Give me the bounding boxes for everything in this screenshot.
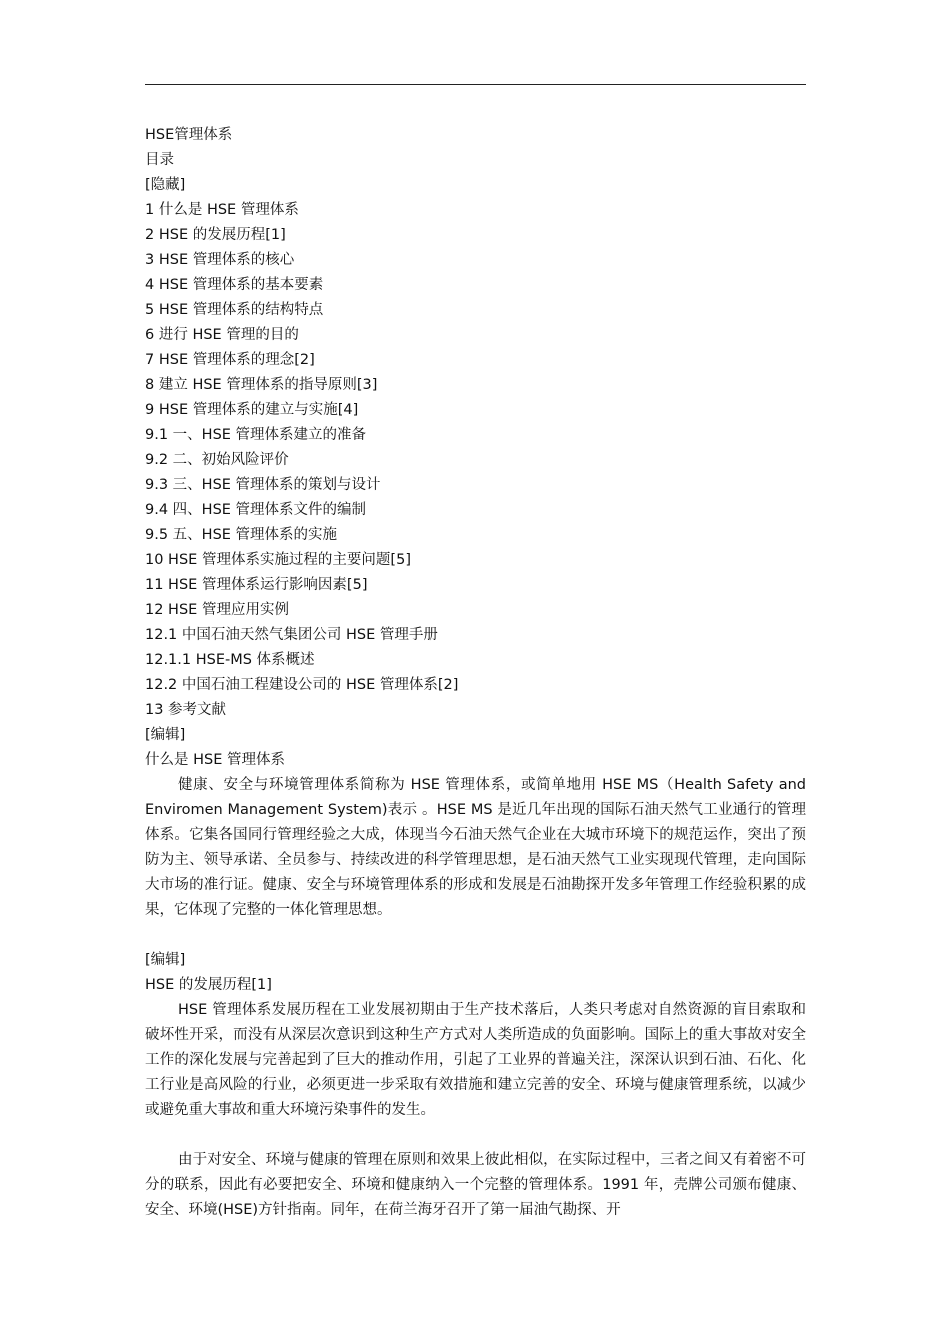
section-heading: 什么是 HSE 管理体系 (145, 752, 285, 768)
toc-item[interactable]: 9.5 五、HSE 管理体系的实施 (145, 527, 338, 543)
toc-item[interactable]: 12.2 中国石油工程建设公司的 HSE 管理体系[2] (145, 677, 459, 693)
toc-item[interactable]: 1 什么是 HSE 管理体系 (145, 202, 299, 218)
toc-item[interactable]: 12 HSE 管理应用实例 (145, 602, 289, 618)
toc-item[interactable]: 9.4 四、HSE 管理体系文件的编制 (145, 502, 367, 518)
toc-item[interactable]: 3 HSE 管理体系的核心 (145, 252, 295, 268)
toc-item[interactable]: 5 HSE 管理体系的结构特点 (145, 302, 324, 318)
toc-item[interactable]: 2 HSE 的发展历程[1] (145, 227, 286, 243)
section-paragraph: 由于对安全、环境与健康的管理在原则和效果上彼此相似，在实际过程中，三者之间又有着密不可分的联系，因此有必要把安全、环境和健康纳入一个完整的管理体系。1991 年，壳牌公司颁布健康、安全、环境(HSE)方针指南。同年，在荷兰海牙召开了第一届油气勘探、开 (145, 1152, 806, 1218)
edit-link[interactable]: [编辑] (145, 727, 186, 743)
toc-label: 目录 (145, 152, 174, 168)
blank-line (145, 923, 806, 948)
toc-item[interactable]: 12.1.1 HSE-MS 体系概述 (145, 652, 315, 668)
toc-item[interactable]: 9.2 二、初始风险评价 (145, 452, 289, 468)
toc-item[interactable]: 12.1 中国石油天然气集团公司 HSE 管理手册 (145, 627, 438, 643)
toc-hide-link[interactable]: [隐藏] (145, 177, 186, 193)
toc-item[interactable]: 7 HSE 管理体系的理念[2] (145, 352, 315, 368)
toc-item[interactable]: 9 HSE 管理体系的建立与实施[4] (145, 402, 359, 418)
edit-link[interactable]: [编辑] (145, 952, 186, 968)
toc-item[interactable]: 6 进行 HSE 管理的目的 (145, 327, 299, 343)
document-body (145, 123, 806, 1223)
toc-item[interactable]: 9.3 三、HSE 管理体系的策划与设计 (145, 477, 381, 493)
toc-item[interactable]: 8 建立 HSE 管理体系的指导原则[3] (145, 377, 378, 393)
header-rule (145, 84, 806, 85)
section-paragraph: HSE 管理体系发展历程在工业发展初期由于生产技术落后，人类只考虑对自然资源的盲目索取和破坏性开采，而没有从深层次意识到这种生产方式对人类所造成的负面影响。国际上的重大事故对安全工作的深化发展与完善起到了巨大的推动作用，引起了工业界的普遍关注，深深认识到石油、石化、化工行业是高风险的行业，必须更进一步采取有效措施和建立完善的安全、环境与健康管理系统，以减少或避免重大事故和重大环境污染事件的发生。 (145, 1002, 806, 1118)
toc-item[interactable]: 4 HSE 管理体系的基本要素 (145, 277, 324, 293)
toc-item[interactable]: 13 参考文献 (145, 702, 227, 718)
blank-line (145, 1123, 806, 1148)
toc-item[interactable]: 10 HSE 管理体系实施过程的主要问题[5] (145, 552, 411, 568)
document-title: HSE管理体系 (145, 127, 233, 143)
toc-list (145, 198, 806, 723)
section-heading: HSE 的发展历程[1] (145, 977, 272, 993)
toc-item[interactable]: 9.1 一、HSE 管理体系建立的准备 (145, 427, 367, 443)
section-paragraph: 健康、安全与环境管理体系简称为 HSE 管理体系，或简单地用 HSE MS（Health Safety and Enviromen Management System)表示 。HSE MS 是近几年出现的国际石油天然气工业通行的管理体系。它集各国同行管理经验之大成，体现当今石油天然气企业在大城市环境下的规范运作，突出了预防为主、领导承诺、全员参与、持续改进的科学管理思想，是石油天然气工业实现现代管理，走向国际大市场的准行证。健康、安全与环境管理体系的形成和发展是石油勘探开发多年管理工作经验积累的成果，它体现了完整的一体化管理思想。 (145, 777, 806, 918)
toc-item[interactable]: 11 HSE 管理体系运行影响因素[5] (145, 577, 368, 593)
